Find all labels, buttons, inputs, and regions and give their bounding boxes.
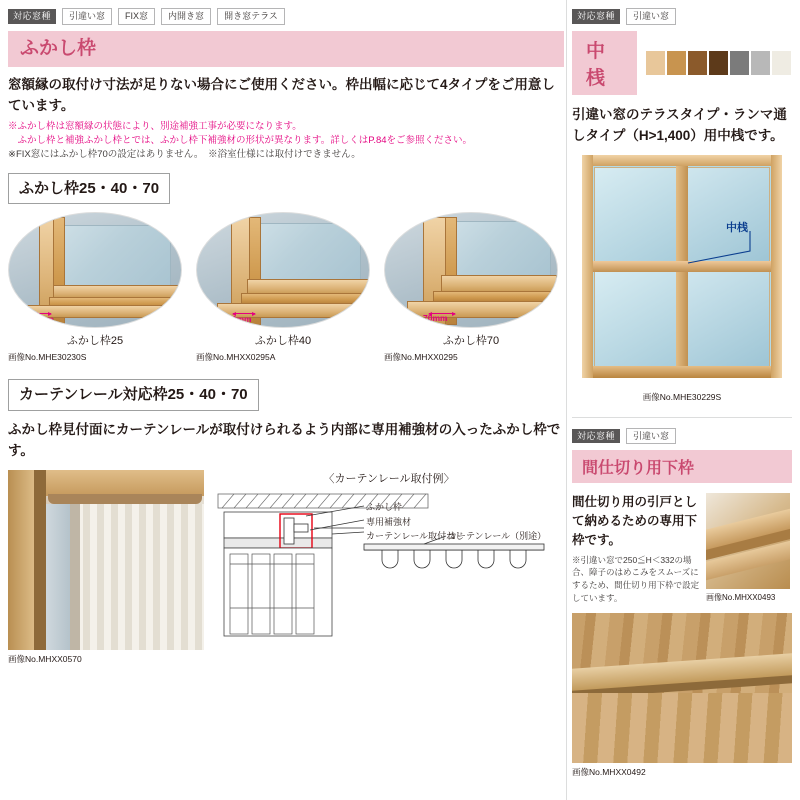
diagram-label-curtain-rail: カーテンレール（別途） [448,530,547,541]
tag-chip-fix: FIX窓 [118,8,155,25]
tag-chip-majikiri: 引違い窓 [626,428,676,445]
column-divider [566,0,567,800]
fukashi-25-caption: ふかし枠25 [66,335,124,348]
tag-label-majikiri: 対応窓種 [572,429,620,444]
curtain-rail-bottom-row [8,470,564,668]
swatch-0 [645,50,666,76]
fukashi-70-imgno: 画像No.MHXX0295 [384,352,458,363]
tag-chip-hikichigai: 引違い窓 [62,8,112,25]
majikiri-imgno-large: 画像No.MHXX0492 [572,766,646,777]
tag-label: 対応窓種 [8,9,56,24]
majikiri-lead: 間仕切り用の引戸として納めるための専用下枠です。 [572,495,698,547]
nakazan-callout-label: 中桟 [726,221,748,234]
note-pink-1: ※ふかし枠は窓額縁の状態により、別途補強工事が必要になります。 [8,120,302,132]
diagram-label-screw: カーテンレール取付ねじ [366,530,465,541]
fukashi-70-photo [384,212,558,328]
fukashi-70-caption: ふかし枠70 [442,335,500,348]
section-title-nakazan: 中桟 [572,31,637,95]
tag-chip-hikichigai-right: 引違い窓 [626,8,676,25]
fukashi-25-imgno: 画像No.MHE30230S [8,352,87,363]
curtain-photo-block [8,470,204,668]
nakazan-imgno: 画像No.MHE30229S [642,391,722,402]
tag-label-right: 対応窓種 [572,9,620,24]
fukashi-25-dim: 25mm [29,314,54,325]
tag-chip-uchihiraki: 内開き窓 [161,8,211,25]
subsection-header-curtain-rail [8,379,564,411]
subsection-header-curtain-rail-label: カーテンレール対応枠25・40・70 [8,379,259,411]
section-title-majikiri: 間仕切り用下枠 [572,450,792,483]
curtain-photo-imgno: 画像No.MHXX0570 [8,653,82,664]
fukashi-40-caption: ふかし枠40 [254,335,312,348]
swatch-5 [750,50,771,76]
fukashi-70-item [384,212,558,363]
section-title-fukashi-waku: ふかし枠 [8,31,564,68]
fukashi-lead-text: 窓額縁の取付け寸法が足りない場合にご使用ください。枠出幅に応じて4タイプをご用意しています。 [8,77,555,113]
fukashi-notes [8,120,564,163]
majikiri-window-type-tags [572,428,792,445]
fukashi-40-photo [196,212,370,328]
majikiri-imgno-small: 画像No.MHXX0493 [706,593,776,603]
curtain-diagram-svg [214,488,564,658]
subsection-header-sizes-label: ふかし枠25・40・70 [8,173,170,205]
diagram-label-reinforcement: 専用補強材 [366,516,412,527]
majikiri-text-block [572,493,700,604]
right-column [572,8,792,778]
left-window-type-tags [8,8,564,25]
curtain-diagram-title: 〈カーテンレール取付例〉 [323,472,455,485]
subsection-header-sizes [8,173,564,205]
swatch-1 [666,50,687,76]
note-gray-1: ※FIX窓にはふかし枠70の設定はありません。 ※浴室仕様には取付けできません。 [8,149,361,161]
majikiri-photo-large [572,613,792,763]
curtain-diagram [214,488,564,668]
fukashi-25-photo [8,212,182,328]
fukashi-40-dim: 40mm [227,314,252,325]
color-swatches [645,50,792,76]
majikiri-photo-block [706,493,790,604]
right-window-type-tags [572,8,792,25]
fukashi-40-imgno: 画像No.MHXX0295A [196,352,276,363]
swatch-4 [729,50,750,76]
tag-chip-hirakimado-terrace: 開き窓テラス [217,8,285,25]
majikiri-content-row [572,493,792,604]
fukashi-70-dim: 70mm [423,313,448,324]
majikiri-note: ※引違い窓で250≦H＜332の場合、障子のはめこみをスムーズにするため、間仕切り用下枠で設定しています。 [572,554,700,603]
majikiri-photo-small [706,493,790,589]
right-divider [572,417,792,418]
fukashi-40-item [196,212,370,363]
diagram-label-fukashi-waku: ふかし枠 [366,501,403,512]
fukashi-circle-row [8,212,564,363]
swatch-2 [687,50,708,76]
swatch-6 [771,50,792,76]
curtain-rail-lead: ふかし枠見付面にカーテンレールが取付けられるよう内部に専用補強材の入ったふかし枠です。 [8,421,561,459]
nakazan-lead: 引違い窓のテラスタイプ・ランマ通しタイプ（H>1,400）用中桟です。 [572,106,787,143]
left-column [8,8,564,668]
swatch-3 [708,50,729,76]
nakazan-window-figure [582,155,782,385]
nakazan-title-row [572,31,792,95]
fukashi-25-item [8,212,182,363]
note-pink-2: ふかし枠と補強ふかし枠とでは、ふかし枠下補強材の形状が異なります。詳しくはP.84をご参照ください。 [8,135,473,147]
majikiri-title-row [572,450,792,483]
curtain-photo [8,470,204,650]
curtain-diagram-block [214,470,564,668]
